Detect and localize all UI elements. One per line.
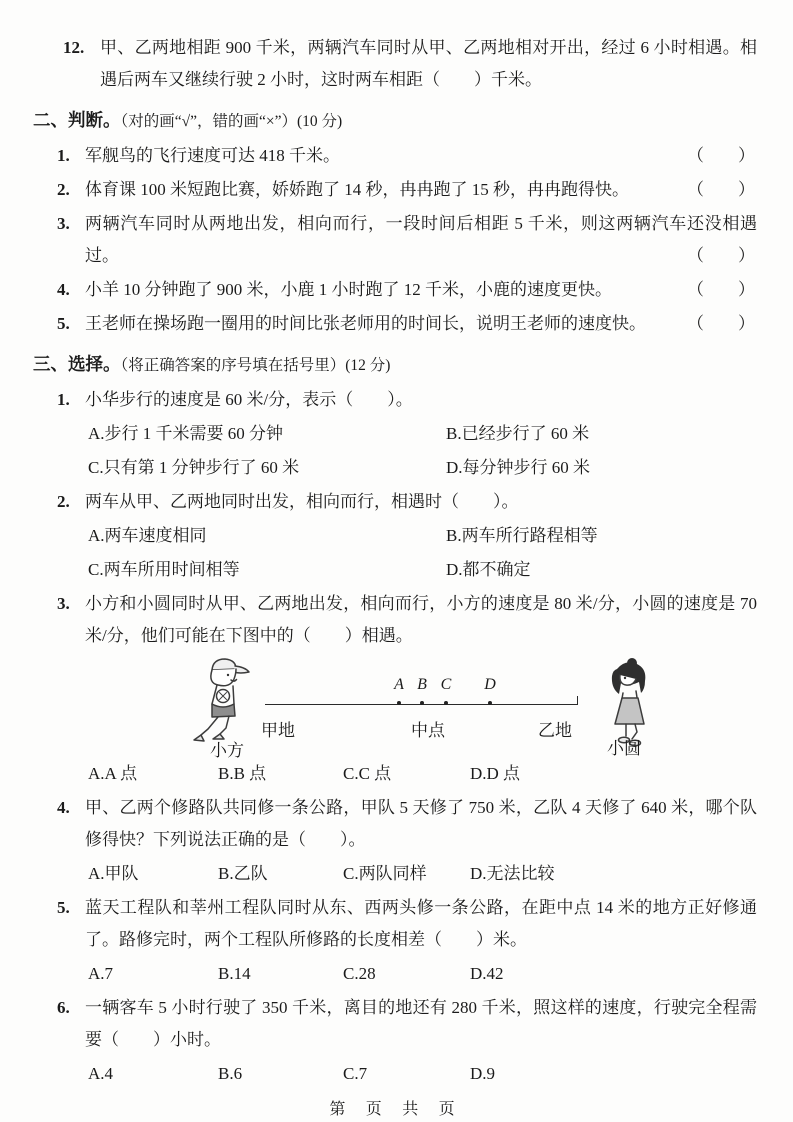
choice-2-options-row-1 [88, 520, 757, 552]
option-d: D.都不确定 [446, 560, 531, 579]
question-text: 甲、乙两个修路队共同修一条公路，甲队 5 天修了 750 米，乙队 4 天修了 640 米，哪个队修得快？下列说法正确的是（ ）。 [85, 798, 757, 849]
option-a: A.A 点 [88, 764, 138, 783]
point-label-a: A [394, 676, 404, 693]
choice-1-options-row-1 [88, 418, 757, 450]
point-dot-a [397, 701, 401, 705]
choice-5-options-row [88, 958, 757, 990]
question-number: 6. [57, 998, 70, 1017]
option-c: C.两车所用时间相等 [88, 560, 240, 579]
question-number: 5. [57, 898, 70, 917]
choice-2-options-row-2 [88, 554, 757, 586]
item-number: 5. [57, 314, 70, 333]
choice-3-options-row [88, 758, 757, 790]
option-d: D.D 点 [470, 764, 521, 783]
judgment-item-4 [33, 274, 757, 306]
option-c: C.7 [343, 1064, 368, 1083]
choice-question-2 [33, 486, 757, 518]
choice-question-6 [33, 992, 757, 1056]
section-3-header [33, 348, 757, 382]
section-2-title: 二、判断。 [33, 110, 121, 130]
choice-question-4 [33, 792, 757, 856]
end-place-label: 乙地 [538, 721, 572, 740]
judgment-item-2 [33, 174, 757, 206]
section-2-header [33, 104, 757, 138]
option-b: B.两车所行路程相等 [446, 526, 598, 545]
item-text: 两辆汽车同时从两地出发，相向而行，一段时间后相距 5 千米，则这两辆汽车还没相遇过。 [85, 214, 757, 265]
midpoint-label: 中点 [411, 721, 445, 740]
option-d: D.9 [470, 1064, 496, 1083]
item-text: 王老师在操场跑一圈用的时间比张老师用的时间长，说明王老师的速度快。 [85, 314, 646, 333]
answer-bracket: （ ） [687, 280, 755, 299]
item-number: 4. [57, 280, 70, 299]
option-a: A.7 [88, 964, 114, 983]
option-d: D.无法比较 [470, 864, 555, 883]
answer-bracket: （ ） [687, 146, 755, 165]
option-b: B.6 [218, 1064, 243, 1083]
option-c: C.C 点 [343, 764, 392, 783]
item-text: 小羊 10 分钟跑了 900 米，小鹿 1 小时跑了 12 千米，小鹿的速度更快。 [85, 280, 612, 299]
point-dot-b [420, 701, 424, 705]
option-c: C.28 [343, 964, 376, 983]
question-number: 1. [57, 390, 70, 409]
option-b: B.14 [218, 964, 251, 983]
point-label-c: C [440, 676, 452, 693]
item-text: 体育课 100 米短跑比赛，娇娇跑了 14 秒，冉冉跑了 15 秒，冉冉跑得快。 [85, 180, 629, 199]
item-text: 军舰鸟的飞行速度可达 418 千米。 [85, 146, 340, 165]
judgment-item-3 [33, 208, 757, 272]
question-12-text: 甲、乙两地相距 900 千米，两辆汽车同时从甲、乙两地相对开出，经过 6 小时相遇。相遇后两车又继续行驶 2 小时，这时两车相距（ ）千米。 [100, 38, 757, 89]
point-label-d: D [484, 676, 496, 693]
question-number: 3. [57, 594, 70, 613]
option-a: A.步行 1 千米需要 60 分钟 [88, 424, 284, 443]
page-footer: 第 页 共 页 [329, 1101, 461, 1118]
item-number: 2. [57, 180, 70, 199]
question-text: 一辆客车 5 小时行驶了 350 千米，离目的地还有 280 千米，照这样的速度，行驶完全程需要（ ）小时。 [85, 998, 757, 1049]
choice-question-3 [33, 588, 757, 652]
judgment-item-5 [33, 308, 757, 340]
meeting-point-diagram [33, 654, 757, 758]
option-b: B.B 点 [218, 764, 267, 783]
answer-bracket: （ ） [687, 180, 755, 199]
item-number: 3. [57, 214, 70, 233]
answer-bracket: （ ） [687, 246, 755, 265]
option-b: B.乙队 [218, 864, 268, 883]
option-c: C.两队同样 [343, 864, 427, 883]
section-3-hint: （将正确答案的序号填在括号里）(12 分) [120, 357, 391, 374]
choice-4-options-row [88, 858, 757, 890]
option-a: A.4 [88, 1064, 114, 1083]
boy-name-label: 小方 [210, 741, 244, 760]
choice-1-options-row-2 [88, 452, 757, 484]
option-d: D.42 [470, 964, 504, 983]
option-a: A.两车速度相同 [88, 526, 207, 545]
section-3-title: 三、选择。 [33, 354, 121, 374]
question-text: 两车从甲、乙两地同时出发，相向而行，相遇时（ ）。 [85, 492, 519, 511]
point-dot-d [488, 701, 492, 705]
question-number: 4. [57, 798, 70, 817]
question-text: 小方和小圆同时从甲、乙两地出发，相向而行，小方的速度是 80 米/分，小圆的速度是 70 米/分，他们可能在下图中的（ ）相遇。 [85, 594, 757, 645]
judgment-item-1 [33, 140, 757, 172]
section-2-hint: （对的画“√”，错的画“×”）(10 分) [120, 113, 343, 130]
boy-figure-icon [191, 654, 263, 746]
question-12 [33, 32, 757, 96]
option-b: B.已经步行了 60 米 [446, 424, 590, 443]
option-d: D.每分钟步行 60 米 [446, 458, 591, 477]
choice-question-1 [33, 384, 757, 416]
answer-bracket: （ ） [687, 314, 755, 333]
question-text: 小华步行的速度是 60 米/分，表示（ ）。 [85, 390, 413, 409]
route-end-tick [577, 696, 578, 705]
question-text: 蓝天工程队和莘州工程队同时从东、西两头修一条公路，在距中点 14 米的地方正好修通了。路修完时，两个工程队所修路的长度相差（ ）米。 [85, 898, 757, 949]
option-c: C.只有第 1 分钟步行了 60 米 [88, 458, 300, 477]
choice-question-5 [33, 892, 757, 956]
question-12-number: 12. [63, 38, 85, 57]
option-a: A.甲队 [88, 864, 139, 883]
girl-name-label: 小圆 [607, 739, 641, 758]
point-dot-c [444, 701, 448, 705]
choice-6-options-row [88, 1058, 757, 1090]
question-number: 2. [57, 492, 70, 511]
start-place-label: 甲地 [261, 721, 295, 740]
point-label-b: B [417, 676, 427, 693]
item-number: 1. [57, 146, 70, 165]
